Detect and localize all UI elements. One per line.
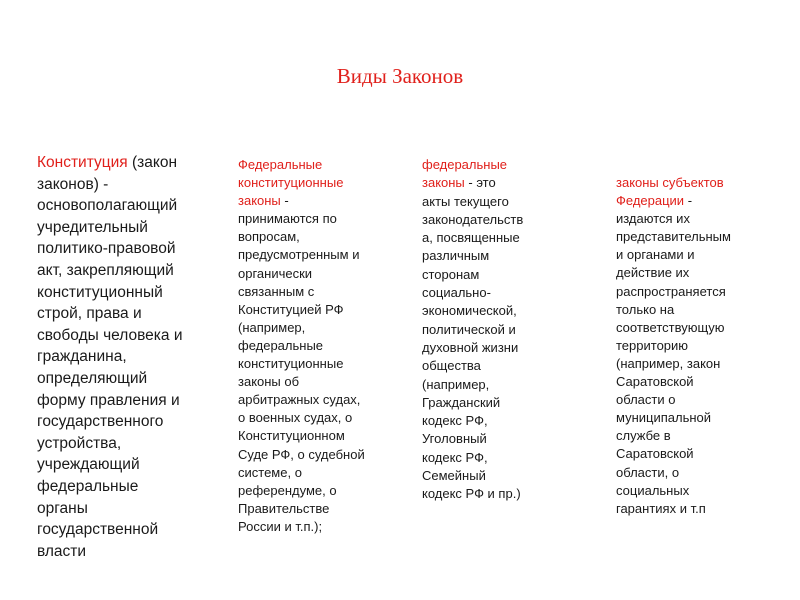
federal-constitutional-laws-definition: - принимаются по вопросам, предусмотренным и органически связанным с Конституцией РФ (например, федеральные конституционные законы об арбитражных судах, о военных судах, о Конституционном Суде РФ, о судебной системе, о референдуме, о Правительстве России и т.п.); bbox=[238, 193, 365, 534]
slide-title: Виды Законов bbox=[336, 64, 464, 88]
federal-constitutional-laws-column bbox=[238, 156, 408, 536]
constitution-column bbox=[37, 152, 217, 562]
federal-laws-column bbox=[422, 156, 592, 504]
subject-laws-column bbox=[616, 174, 791, 518]
federal-laws-definition: - это акты текущего законодательств а, посвященные различным сторонам социально- экономической, политической и духовной жизни общества (например, Гражданский кодекс РФ, Уголовный кодекс РФ, Семейный кодекс РФ и пр.) bbox=[422, 175, 524, 502]
constitution-definition: (закон законов) - основополагающий учредительный политико-правовой акт, закрепляющий конституционный строй, права и свободы человека и гражданина, определяющий форму правления и государственного устройства, учреждающий федеральные органы государственной власти bbox=[37, 154, 183, 560]
federal-laws-term: федеральные законы bbox=[422, 157, 508, 191]
federal-constitutional-laws-term: Федеральные конституционные законы bbox=[238, 157, 344, 209]
constitution-term: Конституция bbox=[37, 154, 128, 171]
subject-laws-definition: - издаются их представительным и органами и действие их распространяется только на соответствующую территорию (например, закон Саратовской области о муниципальной службе в Саратовской области, о социальных гарантиях и т.п bbox=[616, 193, 731, 516]
subject-laws-term: законы субъектов Федерации bbox=[616, 175, 724, 209]
